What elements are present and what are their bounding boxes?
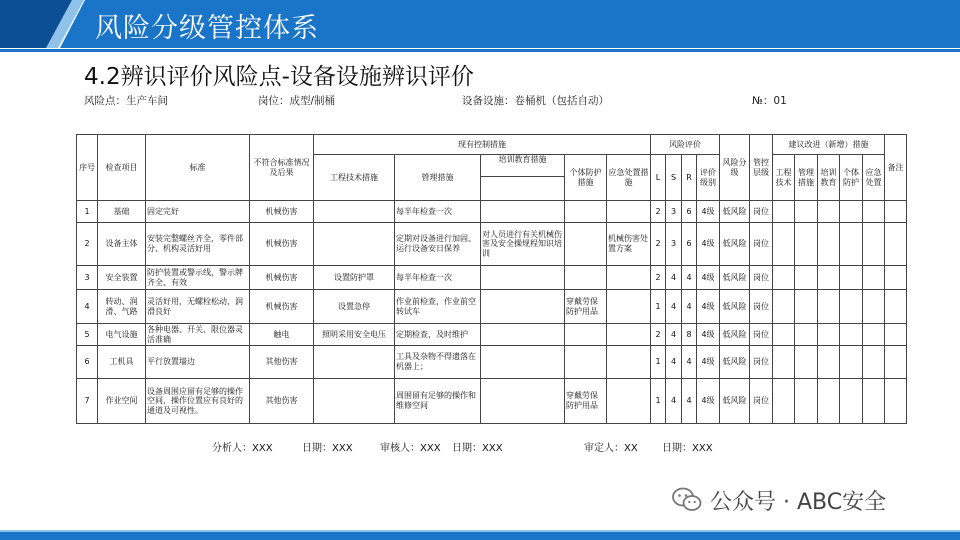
cell-grade: 低风险 [720,201,750,223]
header-remark: 备注 [885,135,907,201]
cell-suggested-blank [863,290,885,324]
cell-remark-blank [885,266,907,290]
cell-r: 8 [682,324,697,346]
cell-training [481,201,565,223]
cell-l: 2 [651,266,666,290]
cell-management: 定期检查，及时维护 [395,324,481,346]
cell-training [481,266,565,290]
cell-remark-blank [885,346,907,379]
table-row [77,223,907,266]
cell-level: 4级 [697,290,720,324]
header-emergency: 应急处置措施 [607,155,651,201]
header-engineering: 工程技术措施 [314,155,395,201]
cell-s: 4 [666,324,682,346]
header-ppe: 个体防护措施 [565,155,607,201]
cell-ppe [565,223,607,266]
cell-l: 1 [651,346,666,379]
cell-standard: 灵活好用，无螺栓松动，润滑良好 [146,290,250,324]
cell-suggested-blank [818,324,840,346]
cell-consequence: 机械伤害 [250,266,314,290]
cell-management: 每半年检查一次 [395,266,481,290]
cell-consequence: 机械伤害 [250,223,314,266]
cell-suggested-blank [773,379,795,424]
cell-item: 设备主体 [98,223,146,266]
cell-standard: 各种电器、开关、限位器灵活准确 [146,324,250,346]
watermark-text: 公众号 · ABC安全 [710,489,887,515]
cell-suggested-blank [795,266,818,290]
cell-training [481,379,565,424]
cell-item: 电气设施 [98,324,146,346]
header-l: L [651,155,666,201]
header-standard: 标准 [146,135,250,201]
cell-grade: 低风险 [720,379,750,424]
table-row [77,290,907,324]
cell-suggested-blank [840,379,863,424]
footer-date-3: 日期：XXX [662,443,713,454]
cell-l: 2 [651,324,666,346]
cell-suggested-blank [863,379,885,424]
watermark [672,485,886,515]
cell-consequence: 机械伤害 [250,201,314,223]
cell-training [481,290,565,324]
header-risk-evaluation: 风险评价 [651,135,720,155]
risk-evaluation-table [76,134,907,424]
cell-r: 4 [682,379,697,424]
cell-suggested-blank [863,324,885,346]
cell-standard: 设备周围应留有足够的操作空间，操作位置应有良好的通道及可视性。 [146,379,250,424]
header-seq: 序号 [77,135,98,201]
cell-suggested-blank [840,223,863,266]
cell-level: 4级 [697,324,720,346]
cell-s: 4 [666,290,682,324]
cell-seq: 7 [77,379,98,424]
cell-suggested-blank [795,324,818,346]
cell-s: 3 [666,223,682,266]
cell-suggested-blank [773,346,795,379]
cell-emergency [607,266,651,290]
header-training: 培训教育措施 [481,155,565,177]
page-title: 风险分级管控体系 [95,13,319,44]
cell-suggested-blank [773,266,795,290]
cell-suggested-blank [773,201,795,223]
risk-point-label: 风险点：生产车间 [84,95,168,107]
cell-ppe [565,346,607,379]
cell-ppe: 穿戴劳保防护用品 [565,290,607,324]
cell-suggested-blank [818,223,840,266]
cell-control: 岗位 [750,290,773,324]
cell-engineering [314,379,395,424]
header-s-training: 培训教育 [818,155,840,201]
header-s-management: 管理措施 [795,155,818,201]
cell-suggested-blank [773,290,795,324]
cell-training: 对人员进行有关机械伤害及安全操规程知识培训 [481,223,565,266]
header-training-blank [481,177,565,201]
cell-suggested-blank [863,346,885,379]
cell-consequence: 其他伤害 [250,379,314,424]
cell-ppe: 穿戴劳保防护用品 [565,379,607,424]
cell-s: 4 [666,379,682,424]
cell-level: 4级 [697,201,720,223]
cell-r: 4 [682,290,697,324]
cell-consequence: 触电 [250,324,314,346]
cell-management: 作业前检查，作业前空转试车 [395,290,481,324]
table-row [77,324,907,346]
cell-consequence: 机械伤害 [250,290,314,324]
cell-management: 每半年检查一次 [395,201,481,223]
header-suggested-measures: 建议改进（新增）措施 [773,135,885,155]
cell-suggested-blank [795,201,818,223]
header-risk-grade: 风险分级 [720,135,750,201]
header-s-engineering: 工程技术 [773,155,795,201]
footer-approver: 审定人：XX [584,443,638,454]
cell-emergency [607,324,651,346]
cell-control: 岗位 [750,324,773,346]
cell-suggested-blank [818,346,840,379]
header-s-emergency: 应急处置 [863,155,885,201]
cell-emergency [607,201,651,223]
cell-remark-blank [885,324,907,346]
cell-s: 3 [666,201,682,223]
header-item: 检查项目 [98,135,146,201]
cell-control: 岗位 [750,201,773,223]
cell-control: 岗位 [750,223,773,266]
cell-item: 作业空间 [98,379,146,424]
cell-consequence: 其他伤害 [250,346,314,379]
cell-level: 4级 [697,266,720,290]
cell-item: 安全装置 [98,266,146,290]
cell-remark-blank [885,201,907,223]
cell-level: 4级 [697,379,720,424]
cell-suggested-blank [773,223,795,266]
footer-analyst: 分析人：XXX [212,443,273,454]
header-s-ppe: 个体防护 [840,155,863,201]
cell-item: 转动、润滑、气路 [98,290,146,324]
cell-emergency: 机械伤害处置方案 [607,223,651,266]
cell-l: 2 [651,223,666,266]
cell-grade: 低风险 [720,266,750,290]
header-control-level: 管控层级 [750,135,773,201]
header-consequence: 不符合标准情况及后果 [250,135,314,201]
cell-emergency [607,346,651,379]
cell-suggested-blank [818,266,840,290]
cell-seq: 6 [77,346,98,379]
footer-reviewer: 审核人：XXX [380,443,441,454]
cell-management: 周围留有足够的操作和维修空间 [395,379,481,424]
cell-suggested-blank [818,201,840,223]
cell-suggested-blank [795,379,818,424]
footer-date-1: 日期：XXX [302,443,353,454]
cell-remark-blank [885,379,907,424]
section-title: 4.2辨识评价风险点-设备设施辨识评价 [84,64,474,90]
cell-seq: 2 [77,223,98,266]
cell-r: 6 [682,223,697,266]
cell-suggested-blank [840,324,863,346]
cell-suggested-blank [840,346,863,379]
cell-suggested-blank [773,324,795,346]
cell-suggested-blank [818,379,840,424]
position-label: 岗位：成型/制桶 [258,95,336,107]
cell-item: 工机具 [98,346,146,379]
cell-r: 4 [682,266,697,290]
cell-s: 4 [666,346,682,379]
cell-control: 岗位 [750,266,773,290]
cell-level: 4级 [697,346,720,379]
cell-engineering: 照明采用安全电压 [314,324,395,346]
header-existing-measures: 现有控制措施 [314,135,651,155]
header-management: 管理措施 [395,155,481,201]
cell-suggested-blank [863,266,885,290]
cell-seq: 5 [77,324,98,346]
cell-ppe [565,201,607,223]
cell-suggested-blank [818,290,840,324]
header-r: R [682,155,697,201]
cell-suggested-blank [795,290,818,324]
cell-training [481,346,565,379]
cell-standard: 平行放置墙边 [146,346,250,379]
cell-l: 1 [651,379,666,424]
cell-item: 基础 [98,201,146,223]
cell-r: 4 [682,346,697,379]
cell-training [481,324,565,346]
cell-suggested-blank [795,223,818,266]
cell-grade: 低风险 [720,290,750,324]
cell-r: 6 [682,201,697,223]
cell-emergency [607,379,651,424]
cell-seq: 1 [77,201,98,223]
cell-ppe [565,266,607,290]
cell-control: 岗位 [750,379,773,424]
wechat-icon [672,487,702,513]
cell-suggested-blank [840,201,863,223]
cell-engineering: 设置急停 [314,290,395,324]
cell-management: 工具及杂物不得遗落在机器上； [395,346,481,379]
cell-grade: 低风险 [720,324,750,346]
header-eval-level: 评价级别 [697,155,720,201]
table-row [77,201,907,223]
cell-l: 2 [651,201,666,223]
cell-management: 定期对设备进行加固、运行设备安日保养 [395,223,481,266]
cell-engineering [314,346,395,379]
footer-date-2: 日期：XXX [452,443,503,454]
cell-suggested-blank [863,201,885,223]
cell-control: 岗位 [750,346,773,379]
cell-l: 1 [651,290,666,324]
cell-grade: 低风险 [720,346,750,379]
cell-seq: 3 [77,266,98,290]
cell-ppe [565,324,607,346]
cell-suggested-blank [863,223,885,266]
footer-bar [0,530,960,540]
cell-engineering: 设置防护罩 [314,266,395,290]
header-s: S [666,155,682,201]
equipment-label: 设备设施：卷桶机（包括自动） [462,95,609,107]
cell-emergency [607,290,651,324]
cell-remark-blank [885,290,907,324]
cell-standard: 防护装置或警示线，警示牌齐全、有效 [146,266,250,290]
cell-suggested-blank [840,290,863,324]
cell-engineering [314,201,395,223]
cell-engineering [314,223,395,266]
cell-seq: 4 [77,290,98,324]
cell-grade: 低风险 [720,223,750,266]
table-row [77,266,907,290]
cell-s: 4 [666,266,682,290]
cell-remark-blank [885,223,907,266]
cell-standard: 固定完好 [146,201,250,223]
cell-suggested-blank [840,266,863,290]
table-row [77,346,907,379]
table-row [77,379,907,424]
cell-standard: 安装完整螺丝齐全，零件部分、机构灵活好用 [146,223,250,266]
cell-suggested-blank [795,346,818,379]
document-number: №：01 [752,95,787,107]
cell-level: 4级 [697,223,720,266]
